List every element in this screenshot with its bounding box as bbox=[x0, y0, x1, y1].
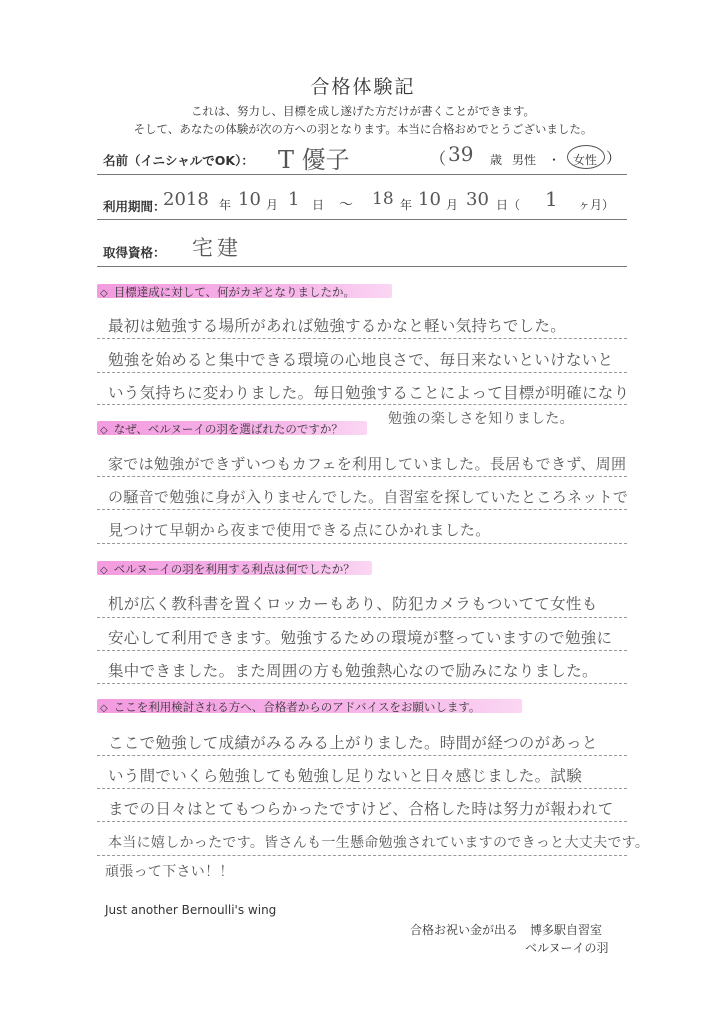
diamond-icon: ◇ bbox=[100, 565, 108, 576]
answer-4-rule-1 bbox=[97, 755, 627, 756]
answer-4-rule-2 bbox=[97, 788, 627, 789]
qualification-label: 取得資格： bbox=[103, 245, 166, 260]
end-month-unit: 月 bbox=[446, 198, 459, 212]
answer-4-rule-4 bbox=[97, 855, 627, 856]
answer-1-line-4: 勉強の楽しさを知りました。 bbox=[388, 411, 574, 427]
answer-4-line-3: までの日々はとてもつらかったですけど、合格した時は努力が報われて bbox=[108, 800, 614, 818]
age-suffix: 歳 bbox=[490, 153, 503, 167]
age-open-paren: （ bbox=[430, 149, 447, 168]
start-month-unit: 月 bbox=[266, 198, 279, 212]
qualification-row-rule bbox=[97, 266, 627, 267]
name-value: T 優子 bbox=[278, 146, 350, 174]
end-year-unit: 年 bbox=[400, 198, 413, 212]
age-close-paren: ） bbox=[606, 149, 622, 167]
answer-1-line-2: 勉強を始めると集中できる環境の心地良さで、毎日来ないといけないと bbox=[108, 351, 614, 369]
page-title: 合格体験記 bbox=[310, 76, 416, 98]
answer-4-line-1: ここで勉強して成績がみるみる上がりました。時間が経つのがあっと bbox=[108, 734, 598, 752]
footer-brand: ベルヌーイの羽 bbox=[525, 941, 609, 955]
answer-3-rule-2 bbox=[97, 650, 627, 651]
question-1-text: 目標達成に対して、何がカギとなりましたか。 bbox=[113, 285, 355, 299]
name-row-rule bbox=[97, 174, 627, 175]
answer-3-rule-3 bbox=[97, 683, 627, 684]
intro-line-2: そして、あなたの体験が次の方への羽となります。本当に合格おめでとうございました。 bbox=[133, 122, 593, 136]
start-month: 10 bbox=[238, 189, 261, 210]
question-2 bbox=[100, 421, 343, 437]
answer-1-rule-1 bbox=[97, 338, 627, 339]
separator-dot: ・ bbox=[548, 153, 561, 167]
qualification-value: 宅建 bbox=[192, 236, 242, 260]
female-selected-circle bbox=[567, 145, 605, 169]
period-tilde: ～ bbox=[339, 197, 353, 213]
question-3 bbox=[100, 561, 355, 577]
footer-promo: 合格お祝い金が出る 博多駅自習室 bbox=[410, 923, 603, 937]
answer-4-rule-3 bbox=[97, 821, 627, 822]
answer-4-line-4: 本当に嬉しかったです。皆さんも一生懸命勉強されていますのできっと大丈夫です。 bbox=[108, 835, 650, 851]
start-year: 2018 bbox=[163, 189, 209, 210]
end-year: 18 bbox=[372, 189, 394, 209]
diamond-icon: ◇ bbox=[100, 703, 108, 714]
answer-1-line-3: いう気持ちに変わりました。毎日勉強することによって目標が明確になり bbox=[108, 384, 630, 402]
period-row-rule bbox=[97, 219, 627, 220]
answer-2-line-2: の騒音で勉強に身が入りませんでした。自習室を探していたところネットで bbox=[108, 488, 629, 506]
male-option: 男性 bbox=[512, 153, 537, 167]
answer-1-line-1: 最初は勉強する場所があれば勉強するかなと軽い気持ちでした。 bbox=[108, 317, 567, 335]
answer-2-rule-1 bbox=[97, 476, 627, 477]
question-4 bbox=[100, 699, 480, 715]
answer-1-rule-2 bbox=[97, 372, 627, 373]
answer-3-rule-1 bbox=[97, 617, 627, 618]
answer-4-line-2: いう間でいくら勉強しても勉強し足りないと日々感じました。試験 bbox=[108, 767, 583, 785]
period-label: 利用期間： bbox=[103, 199, 166, 214]
answer-3-line-2: 安心して利用できます。勉強するための環境が整っていますので勉強に bbox=[108, 629, 613, 647]
question-2-text: なぜ、ベルヌーイの羽を選ばれたのですか？ bbox=[113, 422, 343, 436]
answer-2-rule-3 bbox=[97, 543, 627, 544]
answer-2-line-1: 家では勉強ができずいつもカフェを利用していました。長居もできず、周囲 bbox=[108, 455, 627, 473]
start-day: 1 bbox=[288, 189, 300, 210]
question-3-text: ベルヌーイの羽を利用する利点は何でしたか？ bbox=[113, 562, 355, 576]
start-year-unit: 年 bbox=[219, 198, 232, 212]
name-label: 名前（イニシャルでOK）： bbox=[103, 153, 254, 168]
female-option: 女性 bbox=[573, 153, 598, 167]
question-4-text: ここを利用検討される方へ、合格者からのアドバイスをお願いします。 bbox=[113, 700, 481, 714]
answer-3-line-1: 机が広く教科書を置くロッカーもあり、防犯カメラもついてて女性も bbox=[108, 595, 598, 613]
months-count: 1 bbox=[545, 187, 558, 211]
answer-2-rule-2 bbox=[97, 509, 627, 510]
months-suffix: ヶ月） bbox=[578, 198, 615, 212]
diamond-icon: ◇ bbox=[100, 288, 108, 299]
age-value: 39 bbox=[448, 142, 474, 166]
answer-1-rule-3 bbox=[97, 404, 627, 405]
diamond-icon: ◇ bbox=[100, 425, 108, 436]
question-1 bbox=[100, 284, 355, 300]
end-day-unit: 日（ bbox=[496, 198, 521, 212]
answer-2-line-3: 見つけて早朝から夜まで使用できる点にひかれました。 bbox=[108, 521, 491, 539]
footer-tagline: Just another Bernoulli's wing bbox=[105, 903, 277, 917]
intro-line-1: これは、努力し、目標を成し遂げた方だけが書くことができます。 bbox=[190, 104, 536, 118]
start-day-unit: 日 bbox=[312, 198, 325, 212]
end-day: 30 bbox=[466, 189, 489, 210]
answer-3-line-3: 集中できました。また周囲の方も勉強熱心なので励みになりました。 bbox=[108, 662, 598, 680]
answer-4-line-5: 頑張って下さい！！ bbox=[105, 864, 234, 880]
end-month: 10 bbox=[418, 189, 441, 210]
